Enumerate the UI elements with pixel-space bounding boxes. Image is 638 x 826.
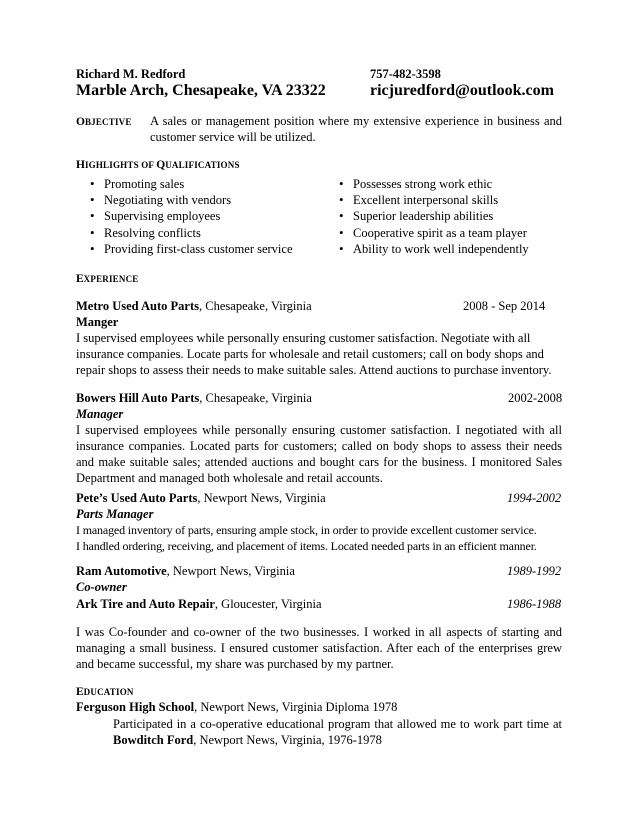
job-2-dates: 2002-2008: [508, 391, 563, 405]
highlights-right-list: [329, 176, 529, 257]
job-4-title: Co-owner: [76, 580, 127, 594]
list-item: • Providing first-class customer service: [80, 241, 293, 257]
applicant-phone: 757-482-3598: [370, 67, 441, 81]
job-3-employer: Pete’s Used Auto Parts, Newport News, Virginia: [76, 491, 326, 505]
applicant-name: Richard M. Redford: [76, 67, 186, 81]
job-3-description: I managed inventory of parts, ensuring ample stock, in order to provide excellent customer service. I handled ordering, receiving, and placement of items. Located needed parts in an efficient manner.: [76, 523, 537, 553]
applicant-email: ricjuredford@outlook.com: [370, 82, 554, 99]
job-3-dates: 1994-2002: [507, 491, 562, 505]
list-item: • Superior leadership abilities: [329, 208, 529, 224]
job-2-employer: Bowers Hill Auto Parts, Chesapeake, Virginia: [76, 391, 312, 405]
job-2-title: Manager: [76, 407, 124, 421]
objective-heading: OBJECTIVE: [76, 116, 132, 128]
highlights-left-list: [80, 176, 293, 257]
job-1-description: I supervised employees while personally ensuring customer satisfaction. Negotiate with all insurance companies. Locate parts for wholesale and retail customers; call on body shops and repair shops to assess their needs to make suitable sales. Attend auctions to purchase inventory.: [76, 331, 552, 377]
experience-heading: EXPERIENCE: [76, 273, 139, 285]
list-item: • Excellent interpersonal skills: [329, 192, 529, 208]
list-item: • Negotiating with vendors: [80, 192, 293, 208]
job-3-title: Parts Manager: [76, 507, 154, 521]
applicant-address: Marble Arch, Chesapeake, VA 23322: [76, 82, 326, 99]
education-school: Ferguson High School, Newport News, Virginia Diploma 1978: [76, 700, 398, 714]
job-4-dates: 1989-1992: [507, 564, 562, 578]
education-program: Participated in a co-operative educational program that allowed me to work part time at Bowditch Ford, Newport News, Virginia, 1976-1978: [113, 717, 562, 747]
job-4-employer: Ram Automotive, Newport News, Virginia: [76, 564, 295, 578]
objective-line-1: A sales or management position where my extensive experience in business and: [150, 114, 562, 128]
job-5-dates: 1986-1988: [507, 597, 562, 611]
highlights-heading: HIGHLIGHTS OF QUALIFICATIONS: [76, 159, 240, 171]
list-item: • Possesses strong work ethic: [329, 176, 529, 192]
list-item: • Ability to work well independently: [329, 241, 529, 257]
job-1-employer: Metro Used Auto Parts, Chesapeake, Virginia: [76, 299, 312, 313]
list-item: • Promoting sales: [80, 176, 293, 192]
job-5-employer: Ark Tire and Auto Repair, Gloucester, Virginia: [76, 597, 322, 611]
cofounder-paragraph: I was Co-founder and co-owner of the two businesses. I worked in all aspects of starting and managing a small business. I ensured customer satisfaction. After each of the enterprises grew and became successful, my share was purchased by my partner.: [76, 625, 562, 671]
list-item: • Supervising employees: [80, 208, 293, 224]
job-2-description: I supervised employees while personally ensuring customer satisfaction. I negotiated with all insurance companies. Located parts for customers; called on body shops to assess their needs and make suitable sales; attended auctions and bought cars for the business. I monitored Sales Department and managed both wholesale and retail accounts.: [76, 423, 562, 485]
job-1-title: Manger: [76, 315, 119, 329]
job-1-dates: 2008 - Sep 2014: [463, 299, 546, 313]
objective-line-2: customer service will be utilized.: [150, 130, 316, 144]
list-item: • Cooperative spirit as a team player: [329, 225, 529, 241]
list-item: • Resolving conflicts: [80, 225, 293, 241]
education-heading: EDUCATION: [76, 686, 134, 698]
